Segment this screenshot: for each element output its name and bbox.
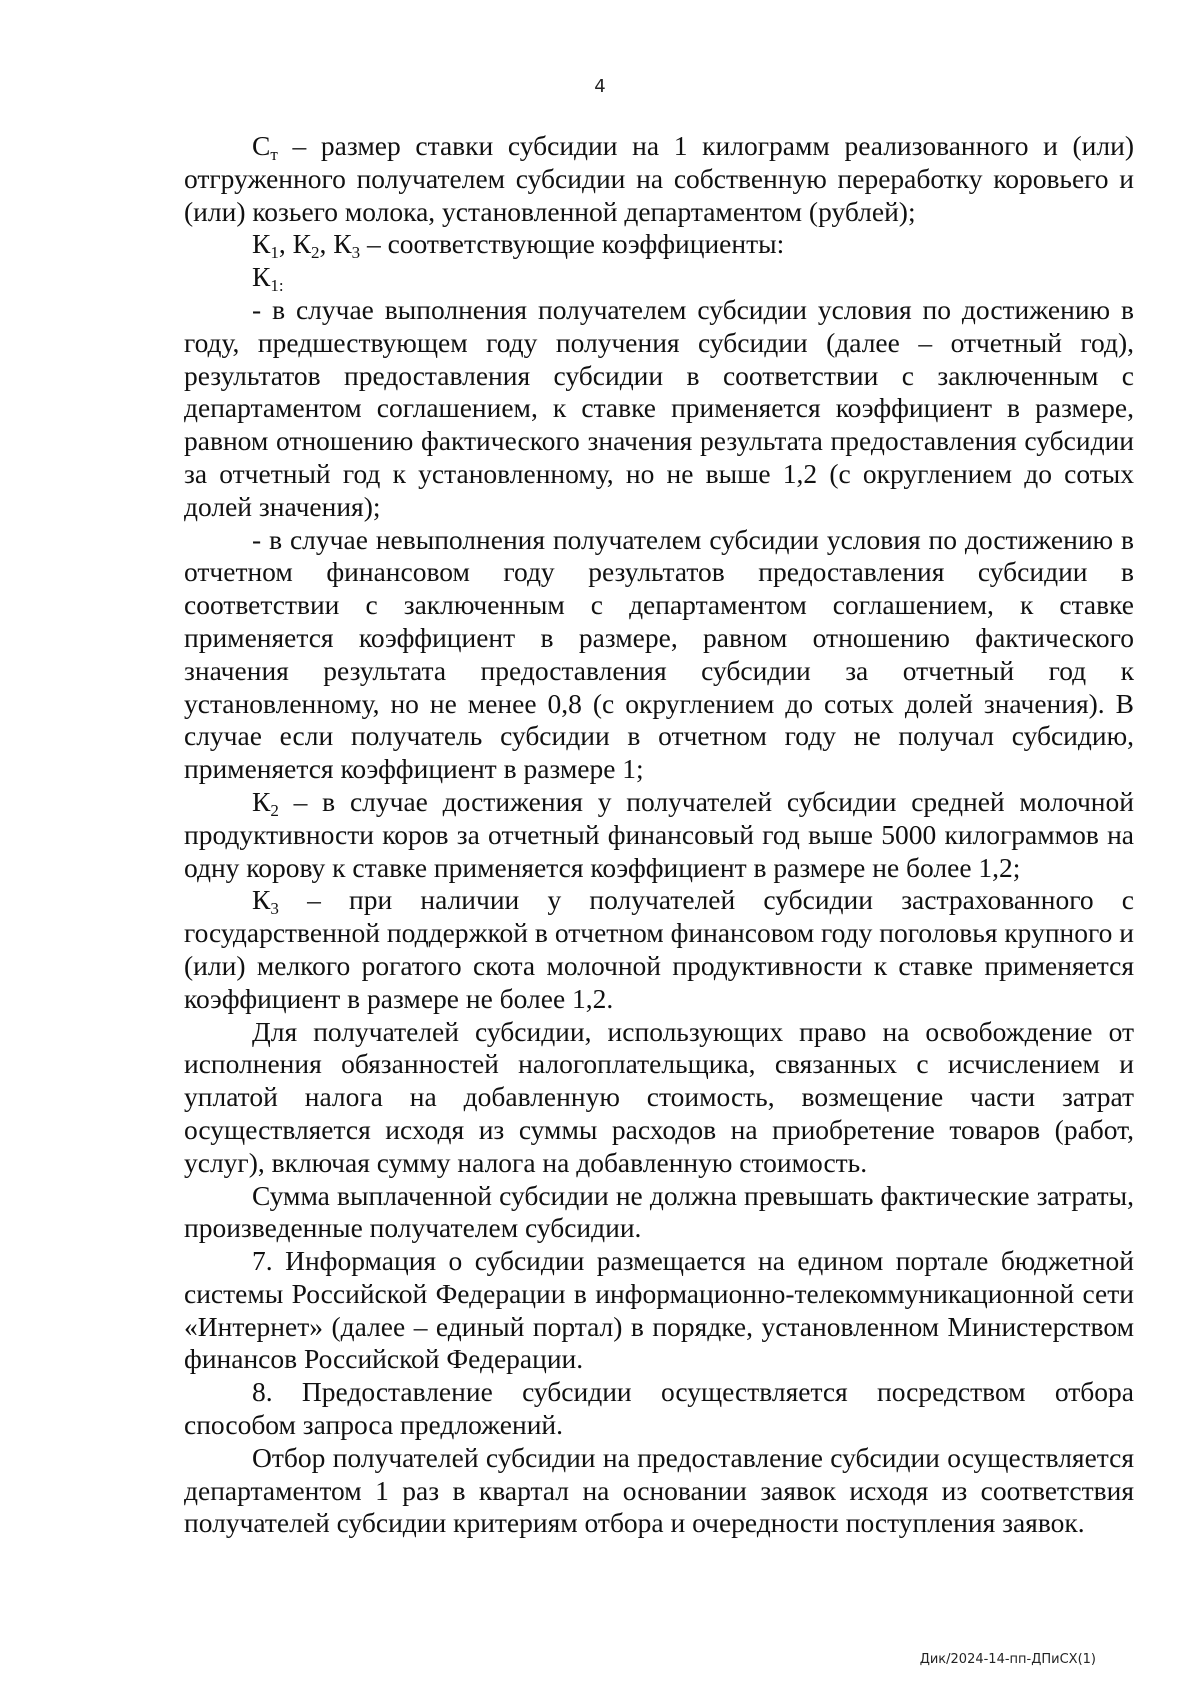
paragraph-vat-exemption: Для получателей субсидии, использующих право на освобождение от исполнения обязанностей налогоплательщика, связанных с исчислением и уплатой налога на добавленную стоимость, возмещение части затрат осуществляется исходя из суммы расходов на приобретение товаров (работ, услуг), включая сумму налога на добавленную стоимость. <box>184 1015 1134 1178</box>
document-body <box>184 130 1134 1540</box>
paragraph-ct-definition <box>184 130 1134 228</box>
paragraph-k1-label <box>184 261 1134 294</box>
symbol-k: К <box>252 785 271 817</box>
k2-definition-text: – в случае достижения у получателей субсидии средней молочной продуктивности коров за отчетный финансовый год выше 5000 килограммов на одну корову к ставке применяется коэффициент в размере не более 1,2; <box>184 785 1134 883</box>
paragraph-item-7: 7. Информация о субсидии размещается на едином портале бюджетной системы Российской Федерации в информационно-телекоммуникационной сети «Интернет» (далее – единый портал) в порядке, установленном Министерством финансов Российской Федерации. <box>184 1245 1134 1375</box>
paragraph-subsidy-limit: Сумма выплаченной субсидии не должна превышать фактические затраты, произведенные получателем субсидии. <box>184 1179 1134 1244</box>
page-number: 4 <box>594 76 606 97</box>
symbol-c: С <box>252 130 271 161</box>
symbol-k: К <box>252 261 271 293</box>
paragraph-selection: Отбор получателей субсидии на предоставление субсидии осуществляется департаментом 1 раз в квартал на основании заявок исходя из соответствия получателей субсидии критериям отбора и очередности поступления заявок. <box>184 1441 1134 1539</box>
paragraph-coefficients-intro <box>184 228 1134 261</box>
paragraph-item-8: 8. Предоставление субсидии осуществляется посредством отбора способом запроса предложений. <box>184 1376 1134 1441</box>
subscript-3: 3 <box>270 899 279 919</box>
subscript-1: 1 <box>270 243 279 263</box>
subscript-3: 3 <box>351 243 361 263</box>
paragraph-k1-unfulfilled: - в случае невыполнения получателем субсидии условия по достижению в отчетном финансовом году результатов предоставления субсидии в соответствии с заключенным с департаментом соглашением, к ставке применяется коэффициент в размере, равном отношению фактического значения результата предоставления субсидии за отчетный год к установленному, но не менее 0,8 (с округлением до сотых долей значения). В случае если получатель субсидии в отчетном году не получал субсидию, применяется коэффициент в размере 1; <box>184 523 1134 785</box>
subscript-2: 2 <box>310 243 320 263</box>
document-reference: Дик/2024-14-пп-ДПиСХ(1) <box>919 1652 1096 1667</box>
ct-definition-text: – размер ставки субсидии на 1 килограмм реализованного и (или) отгруженного получателем субсидии на собственную переработку коровьего и (или) козьего молока, установленной департаментом (рублей); <box>184 130 1134 227</box>
subscript-2: 2 <box>270 801 279 821</box>
symbol-k: К <box>252 228 271 260</box>
subscript-t: т <box>270 145 278 165</box>
symbol-k: К <box>252 884 271 916</box>
symbol-k3-prefix: , К <box>319 228 352 260</box>
symbol-k2-prefix: , К <box>278 228 311 260</box>
subscript-1: 1: <box>270 276 284 296</box>
paragraph-k2-definition <box>184 786 1134 884</box>
paragraph-k1-fulfilled: - в случае выполнения получателем субсидии условия по достижению в году, предшествующем году получения субсидии (далее – отчетный год), результатов предоставления субсидии в соответствии с заключенным с департаментом соглашением, к ставке применяется коэффициент в размере, равном отношению фактического значения результата предоставления субсидии за отчетный год к установленному, но не выше 1,2 (с округлением до сотых долей значения); <box>184 293 1134 522</box>
k3-definition-text: – при наличии у получателей субсидии застрахованного с государственной поддержкой в отчетном финансовом году поголовья крупного и (или) мелкого рогатого скота молочной продуктивности к ставке применяется коэффициент в размере не более 1,2. <box>184 884 1134 1014</box>
coefficients-intro-text: – соответствующие коэффициенты: <box>360 228 785 260</box>
paragraph-k3-definition <box>184 884 1134 1015</box>
